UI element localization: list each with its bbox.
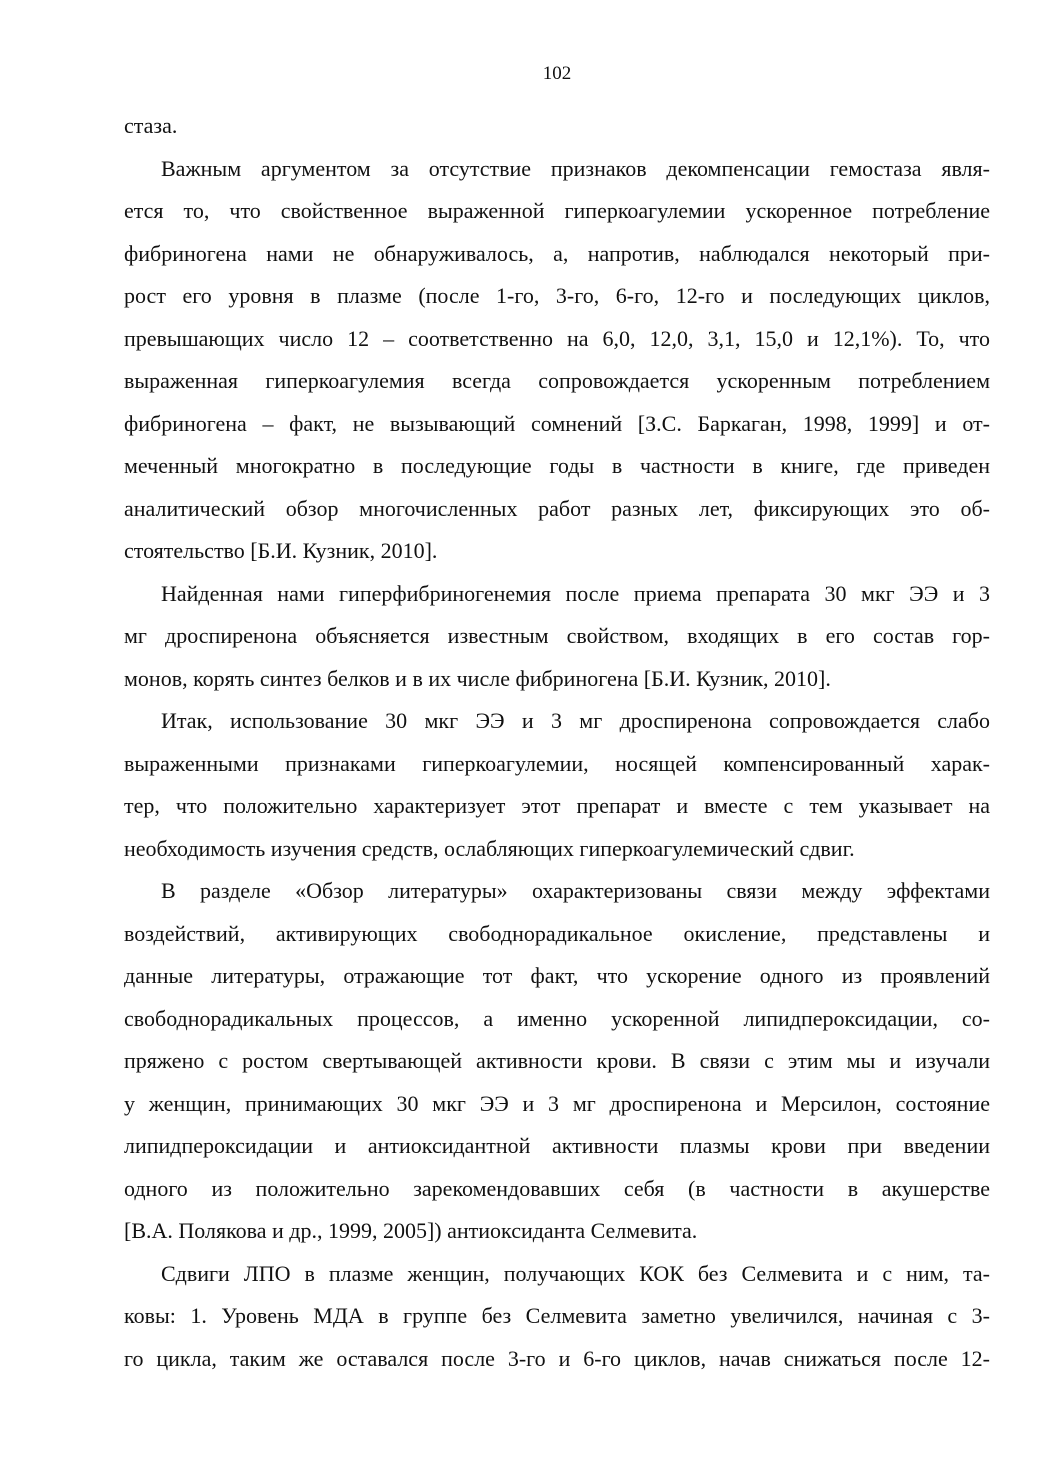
text-line: превышающих число 12 – соответственно на 6,0, 12,0, 3,1, 15,0 и 12,1%). То, что (124, 325, 990, 351)
text-line: фибриногена нами не обнаруживалось, а, напротив, наблюдался некоторый при- (124, 240, 990, 266)
text-line: меченный многократно в последующие годы в частности в книге, где приведен (124, 453, 990, 478)
text-line: стоятельство [Б.И. Кузник, 2010]. (124, 538, 438, 563)
body-text (124, 105, 990, 1380)
text-line: фибриногена – факт, не вызывающий сомнений [З.С. Баркаган, 1998, 1999] и от- (124, 410, 990, 436)
text-line: необходимость изучения средств, ослабляющих гиперкоагулемический сдвиг. (124, 835, 855, 861)
text-line: Сдвиги ЛПО в плазме женщин, получающих КОК без Селмевита и с ним, та- (161, 1260, 990, 1286)
page-number: 102 (542, 63, 572, 84)
paragraph (124, 105, 990, 148)
text-line: пряжено с ростом свертывающей активности крови. В связи с этим мы и изучали (124, 1048, 990, 1073)
text-line: у женщин, принимающих 30 мкг ЭЭ и 3 мг дроспиренона и Мерсилон, состояние (124, 1090, 990, 1116)
text-line: Итак, использование 30 мкг ЭЭ и 3 мг дроспиренона сопровождается слабо (161, 708, 990, 733)
text-line: воздействий, активирующих свободнорадикальное окисление, представлены и (124, 920, 990, 946)
text-line: липидпероксидации и антиоксидантной активности плазмы крови при введении (124, 1133, 990, 1158)
text-line: одного из положительно зарекомендовавших себя (в частности в акушерстве (124, 1175, 990, 1201)
paragraph (124, 1253, 990, 1381)
text-line: свободнорадикальных процессов, а именно ускоренной липидпероксидации, со- (124, 1005, 990, 1031)
text-line: выраженными признаками гиперкоагулемии, носящей компенсированный харак- (124, 750, 990, 776)
text-line: [В.А. Полякова и др., 1999, 2005]) антиоксиданта Селмевита. (124, 1218, 698, 1243)
text-line: ковы: 1. Уровень МДА в группе без Селмевита заметно увеличился, начиная с 3- (124, 1303, 990, 1328)
paragraph (124, 870, 990, 1253)
text-line: рост его уровня в плазме (после 1-го, 3-го, 6-го, 12-го и последующих циклов, (124, 283, 990, 308)
text-line: стаза. (124, 113, 178, 138)
text-line: Найденная нами гиперфибриногенемия после приема препарата 30 мкг ЭЭ и 3 (161, 580, 990, 606)
text-line: мг дроспиренона объясняется известным свойством, входящих в его состав гор- (124, 623, 990, 648)
text-line: Важным аргументом за отсутствие признаков декомпенсации гемостаза явля- (161, 155, 990, 181)
text-line: ется то, что свойственное выраженной гиперкоагулемии ускоренное потребление (124, 198, 990, 223)
text-line: В разделе «Обзор литературы» охарактеризованы связи между эффектами (161, 878, 990, 903)
text-line: данные литературы, отражающие тот факт, что ускорение одного из проявлений (124, 963, 990, 988)
text-line: тер, что положительно характеризует этот препарат и вместе с тем указывает на (124, 793, 990, 818)
paragraph (124, 700, 990, 870)
text-line: го цикла, таким же оставался после 3-го и 6-го циклов, начав снижаться после 12- (124, 1345, 990, 1371)
text-line: выраженная гиперкоагулемия всегда сопровождается ускоренным потреблением (124, 368, 990, 393)
text-line: аналитический обзор многочисленных работ разных лет, фиксирующих это об- (124, 495, 990, 521)
paragraph (124, 573, 990, 701)
text-line: монов, корять синтез белков и в их числе фибриногена [Б.И. Кузник, 2010]. (124, 665, 831, 691)
paragraph (124, 148, 990, 573)
